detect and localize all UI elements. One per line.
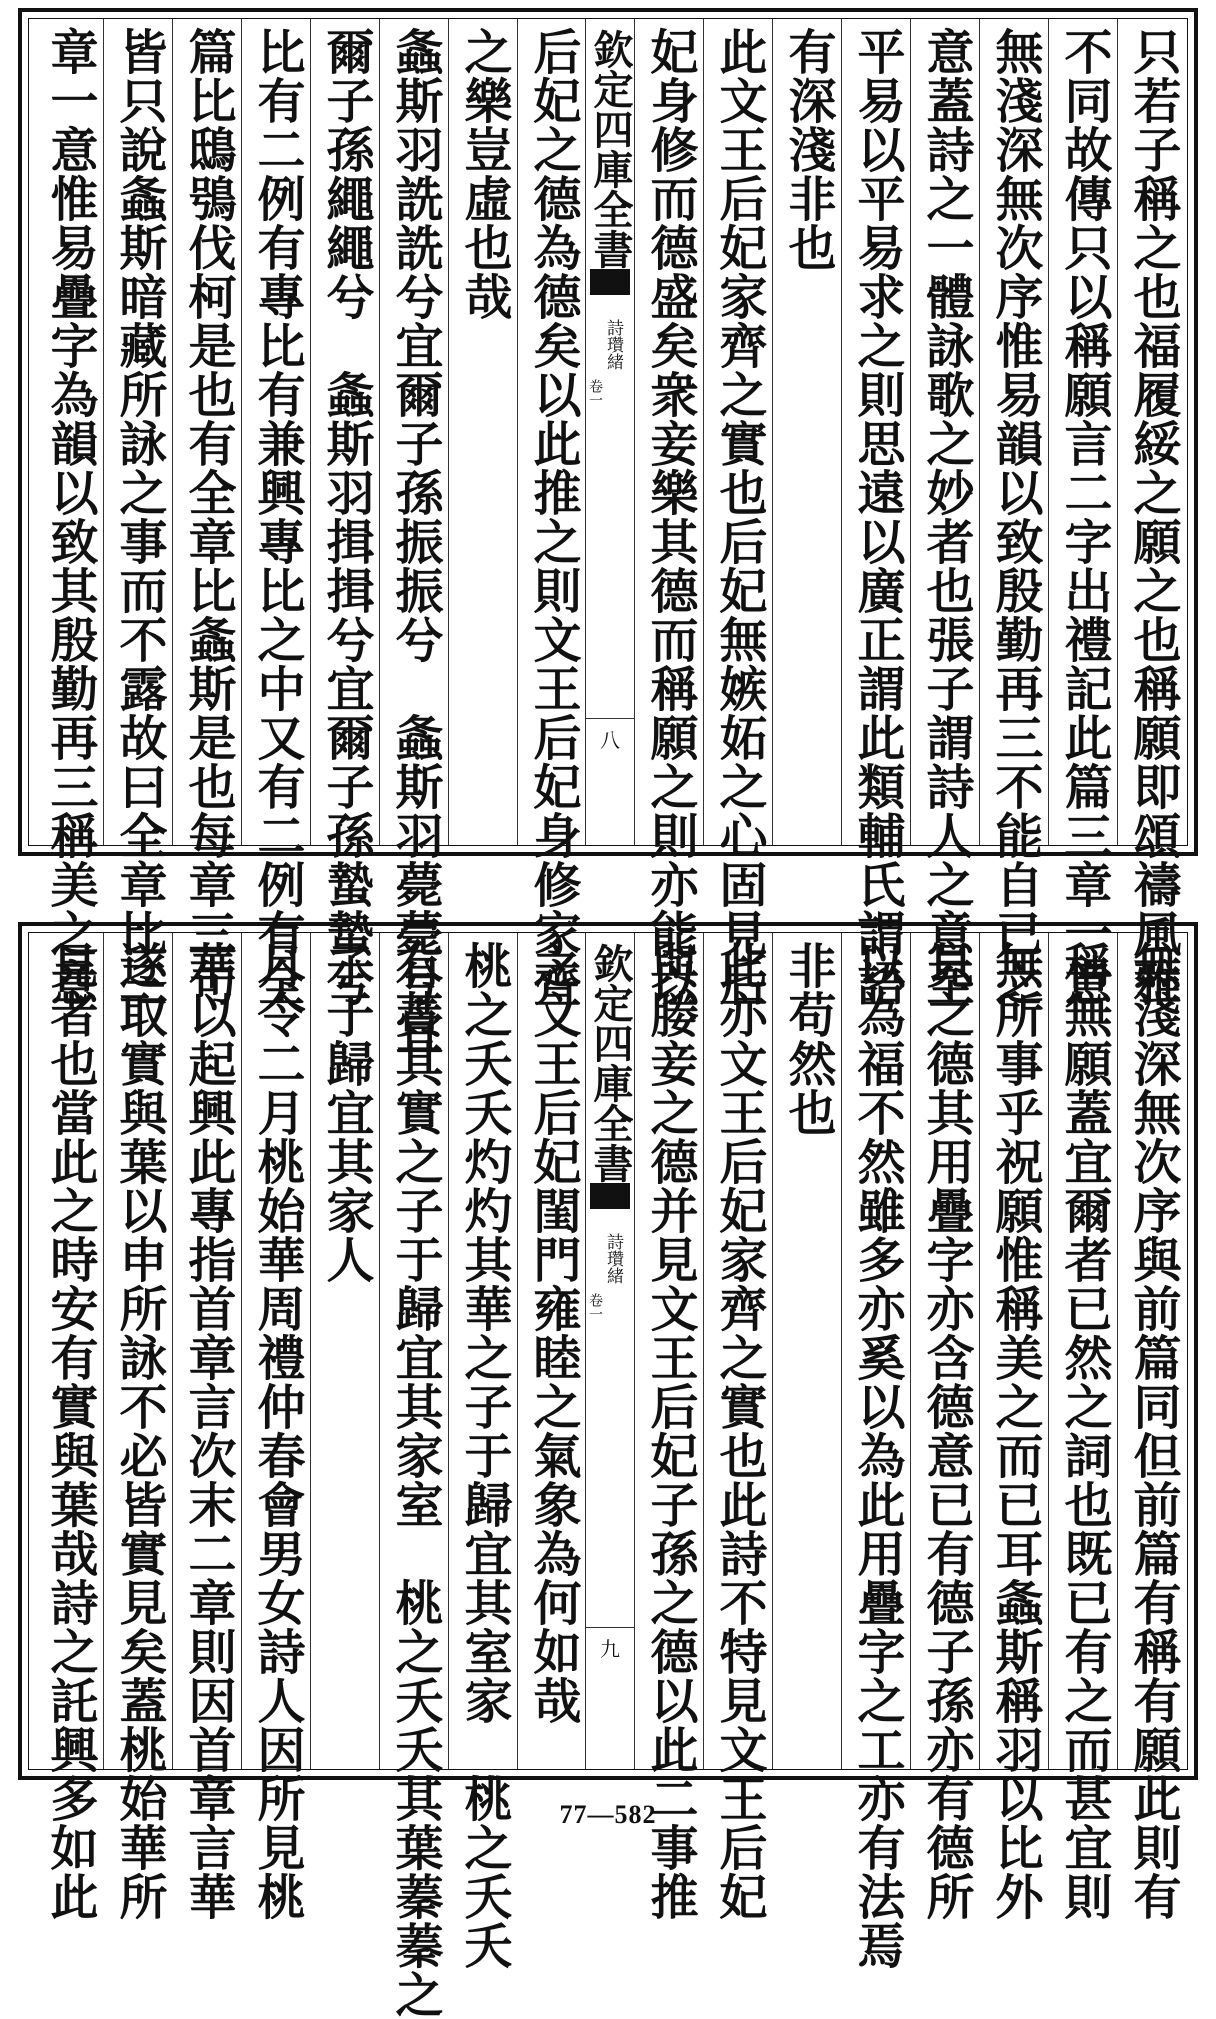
text-column [380,19,449,1056]
text-column [518,933,587,1769]
page-number: 77—582 [559,1800,657,1829]
block-center [585,19,635,845]
text-column [242,19,311,1007]
text-column-content: 非苟然也 [780,941,836,1137]
text-column-content: 后妃之德為德矣以此推之則文王后妃身修家齊 [525,27,581,1007]
text-column-content: 華以起興此專指首章言次末二章則因首章言華 [180,941,236,1921]
collection-title: 欽定四庫全書 [587,29,634,269]
collection-title: 欽定四庫全書 [587,943,634,1183]
text-column [173,19,242,1007]
text-column [518,19,587,1007]
text-column [704,19,773,1007]
text-column-content: 遂取實與葉以申所詠不必皆實見矣蓋桃始華所 [111,941,167,1921]
text-column [635,19,704,1007]
leaf-number: 九 [586,1633,634,1662]
text-column-content: 桃之夭夭灼灼其華之子于歸宜其室家 桃之夭夭 [456,941,512,1970]
text-column [704,933,773,1921]
text-column-content: 見者也當此之時安有實與葉哉詩之託興多如此 [42,941,98,1921]
text-column-content: 此文王后妃家齊之實也后妃無嫉妬之心固見后 [711,27,767,1007]
text-column-content: 有蕡其實之子于歸宜其家室 桃之夭夭其葉蓁蓁之 [387,941,443,2019]
text-column [773,933,842,1769]
text-column [311,19,380,1007]
fish-tail-mark [590,269,630,295]
book-title: 詩瓚緒 [603,1233,623,1284]
text-column-content: 意蓋詩之一體詠歌之妙者也張子謂詩人之意至 [918,27,974,1007]
volume-label: 卷一 [587,1293,603,1321]
text-column [911,933,980,1921]
text-column-content: 比有二例有專比有兼興專比之中又有二例有全 [249,27,305,1007]
book-title: 詩瓚緒 [603,319,623,370]
text-column-content: 篇比鴟鴞伐柯是也有全章比螽斯是也每章三句 [180,27,236,1007]
volume-label: 卷一 [587,379,603,407]
text-column [242,933,311,1921]
text-column-content: 之樂豈虛也哉 [456,27,512,321]
leaf-number: 八 [586,724,634,753]
block-center [585,933,635,1769]
text-column-content: 平易以平易求之則思遠以廣正謂此類輔氏謂語 [849,27,905,1007]
text-column [1049,19,1118,1007]
text-column [980,19,1049,1007]
text-column [104,933,173,1921]
text-column [449,933,518,1970]
text-column [842,933,911,1970]
text-column [635,933,704,1921]
text-column [380,933,449,2019]
text-column [32,19,104,1007]
text-column-content: 螽斯羽詵詵兮宜爾子孫振振兮 螽斯羽薨薨兮宜 [387,27,443,1056]
text-column-content: 章一意惟易疊字為韻以致其殷勤再三稱美之意 [42,27,98,1007]
text-column [773,19,842,845]
text-column [311,933,380,1769]
text-column-content: 無淺深無次序惟易韻以致殷勤再三不能自已之 [987,27,1043,1007]
fish-tail-mark [590,1183,630,1209]
text-column [911,19,980,1007]
text-column [842,19,911,1007]
text-column [32,933,104,1921]
text-column-content: 稱無願蓋宜爾者已然之詞也既已有之而甚宜則 [1056,941,1112,1921]
text-column-content: 與媵妾之德并見文王后妃子孫之德以此二事推 [642,941,698,1921]
text-column-content: 之文王后妃閨門雍睦之氣象為何如哉 [525,941,581,1725]
text-column [1118,19,1187,1007]
text-column-content: 只若子稱之也福履綏之願之也稱願即頌禱風雅 [1125,27,1181,1007]
text-column [449,19,518,845]
text-column-content: 此亦文王后妃家齊之實也此詩不特見文王后妃 [711,941,767,1921]
text-column-content: 月令二月桃始華周禮仲春會男女詩人因所見桃 [249,941,305,1921]
text-column-content: 妃身修而德盛矣衆妾樂其德而稱願之則亦能以 [642,27,698,1007]
text-column [980,933,1049,1921]
text-column-content: 有深淺非也 [780,27,836,272]
text-column [104,19,173,1007]
text-column-content: 子于歸宜其家人 [318,941,374,1284]
text-column-content: 見之德其用疊字亦含德意已有德子孫亦有德所 [918,941,974,1921]
text-column [1118,933,1187,1921]
text-column [1049,933,1118,1921]
text-column-content: 以為福不然雖多亦奚以為此用疊字之工亦有法焉 [849,941,905,1970]
text-column-content: 無所事乎祝願惟稱美之而已耳螽斯稱羽以比外 [987,941,1043,1921]
text-column-content: 不同故傳只以稱願言二字出禮記此篇三章一意 [1056,27,1112,1007]
text-column-content: 皆只說螽斯暗藏所詠之事而不露故曰全章比三 [111,27,167,1007]
text-column-content: 爾子孫繩繩兮 螽斯羽揖揖兮宜爾子孫蟄蟄兮 [318,27,374,1007]
text-column-content: 無淺深無次序與前篇同但前篇有稱有願此則有 [1125,941,1181,1921]
text-column [173,933,242,1921]
